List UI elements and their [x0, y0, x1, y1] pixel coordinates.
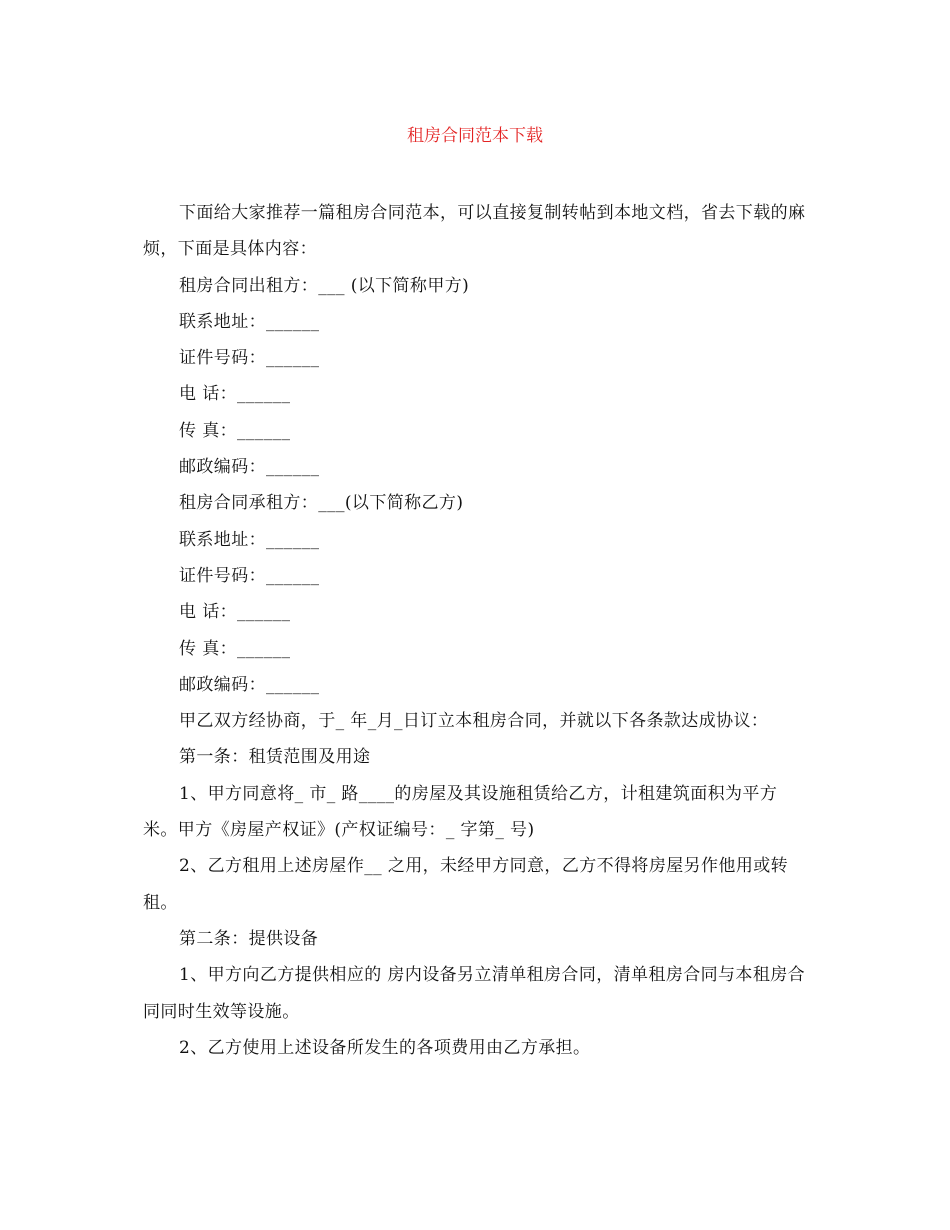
article-2-clause-2: 2、乙方使用上述设备所发生的各项费用由乙方承担。: [179, 1037, 591, 1058]
lessor-fax-line: 传 真：______: [179, 420, 291, 441]
lessee-phone-line: 电 话：______: [179, 602, 291, 623]
lessee-postcode-line: 邮政编码：______: [179, 674, 320, 695]
article-1-clause-1: 1、甲方同意将_ 市_ 路____的房屋及其设施租赁给乙方，计租建筑面积为平方米。甲方《房屋产权证》(产权证编号：_ 字第_ 号): [143, 783, 778, 841]
intro-paragraph: 下面给大家推荐一篇租房合同范本，可以直接复制转帖到本地文档，省去下载的麻烦，下面是具体内容：: [143, 203, 806, 260]
article-1-clause-2: 2、乙方租用上述房屋作__ 之用，未经甲方同意，乙方不得将房屋另作他用或转租。: [143, 856, 789, 913]
lessee-address-line: 联系地址：______: [179, 529, 320, 550]
lessee-fax-line: 传 真：______: [179, 638, 291, 659]
lessor-id-line: 证件号码：______: [179, 348, 320, 369]
article-2-heading: 第二条：提供设备: [179, 928, 319, 949]
document-body: [143, 195, 808, 1066]
lessor-line: 租房合同出租方：___ (以下简称甲方): [179, 275, 470, 296]
document-title: 租房合同范本下载: [407, 126, 543, 146]
lessor-address-line: 联系地址：______: [179, 311, 320, 332]
lessor-postcode-line: 邮政编码：______: [179, 457, 320, 478]
lessor-phone-line: 电 话：______: [179, 384, 291, 405]
article-2-clause-1: 1、甲方向乙方提供相应的 房内设备另立清单租房合同，清单租房合同与本租房合同同时生效等设施。: [143, 965, 806, 1022]
agreement-paragraph: 甲乙双方经协商，于_ 年_月_日订立本租房合同，并就以下各条款达成协议：: [179, 711, 769, 732]
article-1-heading: 第一条：租赁范围及用途: [179, 747, 371, 768]
lessee-id-line: 证件号码：______: [179, 565, 320, 586]
lessee-line: 租房合同承租方：___(以下简称乙方): [179, 493, 464, 514]
